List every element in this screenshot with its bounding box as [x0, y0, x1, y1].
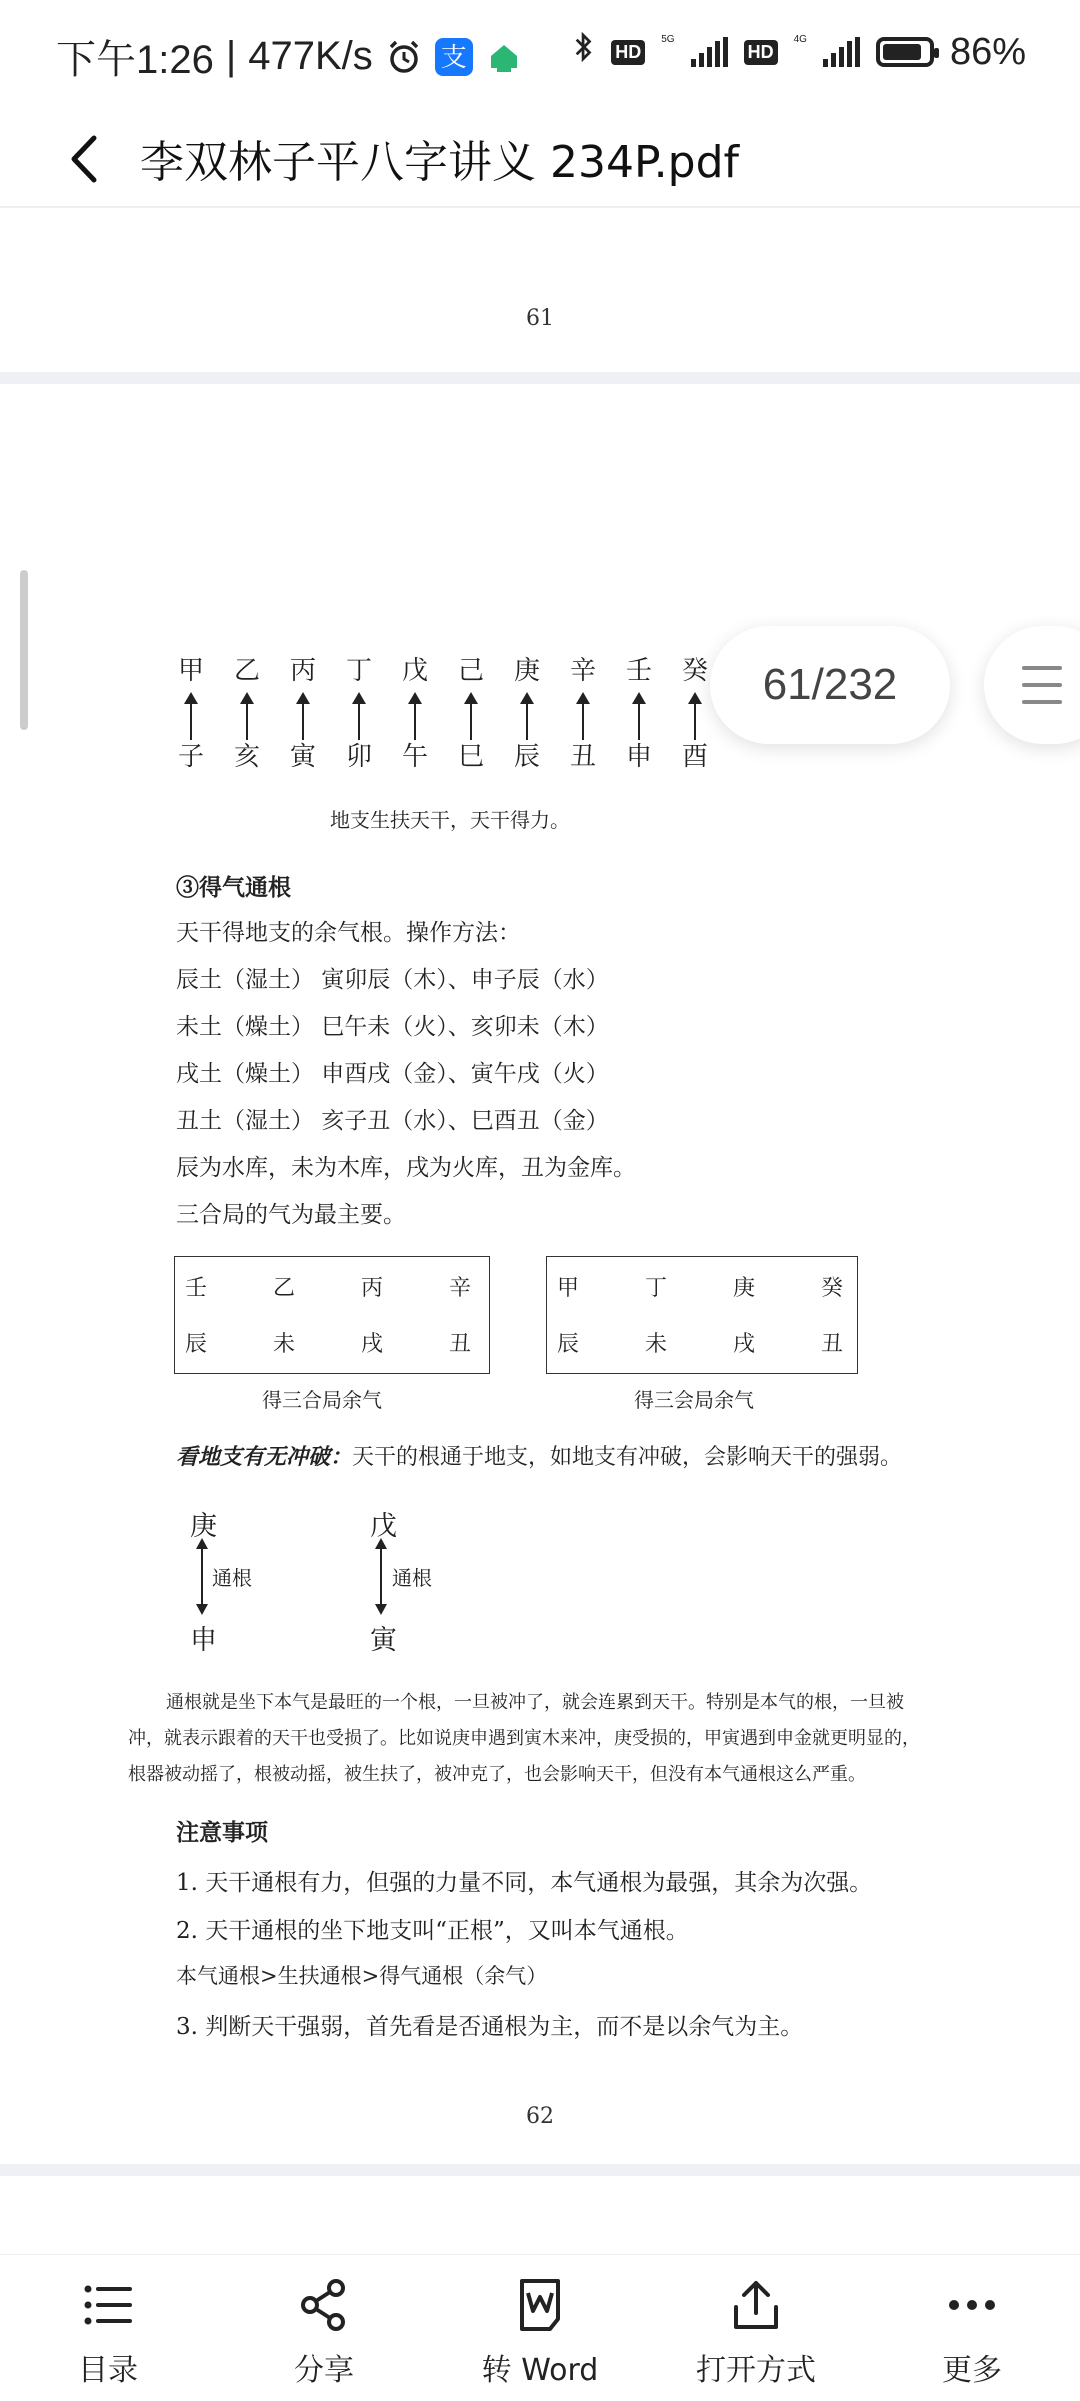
- toc-label: 目录: [78, 2353, 138, 2388]
- back-button[interactable]: [50, 124, 120, 194]
- arrow-up-icon: [568, 688, 598, 740]
- arrow-up-icon: [288, 688, 318, 740]
- box1-cell: 乙: [273, 1276, 296, 1301]
- clock: 下午1:26: [56, 38, 214, 82]
- alarm-icon: [385, 38, 423, 76]
- stem-char: 乙: [233, 656, 260, 686]
- battery-icon: [876, 37, 934, 67]
- box2-cell: 辰: [557, 1332, 580, 1357]
- caption-shengfu: 地支生扶天干，天干得力。: [330, 808, 570, 832]
- box2-cell: 甲: [557, 1276, 580, 1301]
- branch-char: 子: [177, 742, 204, 772]
- pillar-column: [176, 654, 206, 774]
- box2-cell: 丁: [645, 1276, 668, 1301]
- more-icon: [942, 2275, 1002, 2335]
- note-item: 1. 天干通根有力，但强的力量不同，本气通根为最强，其余为次强。: [176, 1870, 873, 1896]
- box2-cell: 癸: [821, 1276, 844, 1301]
- bottom-toolbar: [0, 2254, 1080, 2401]
- stem-char: 丙: [289, 656, 316, 686]
- share-button[interactable]: [216, 2255, 432, 2401]
- branch-char: 辰: [513, 742, 540, 772]
- branch-char: 卯: [345, 742, 372, 772]
- document-title: 李双林子平八字讲义 234P.pdf: [140, 137, 739, 188]
- arrow-down-icon: [196, 1604, 208, 1615]
- row-chen: 辰土（湿土） 寅卯辰（木）、申子辰（水）: [176, 967, 609, 993]
- diag1-bottom: 申: [190, 1625, 217, 1656]
- network-4g-label: 4G: [793, 34, 807, 45]
- stem-char: 戊: [401, 656, 428, 686]
- para-line: 通根就是坐下本气是最旺的一个根，一旦被冲了，就会连累到天干。特别是本气的根，一旦被: [166, 1692, 904, 1713]
- stem-char: 庚: [513, 656, 540, 686]
- menu-icon: [1022, 683, 1062, 687]
- arrow-up-icon: [512, 688, 542, 740]
- box1-cell: 辰: [185, 1332, 208, 1357]
- scrollbar-thumb[interactable]: [20, 570, 28, 730]
- row-chou: 丑土（湿土） 亥子丑（水）、巳酉丑（金）: [176, 1108, 609, 1134]
- branch-char: 亥: [233, 742, 260, 772]
- status-bar: [0, 0, 1080, 110]
- para-line: 根器被动摇了，根被动摇，被生扶了，被冲克了，也会影响天干，但没有本气通根这么严重。: [128, 1764, 866, 1785]
- open-with-button[interactable]: [648, 2255, 864, 2401]
- line-sanhe: 三合局的气为最主要。: [176, 1202, 406, 1228]
- stem-char: 壬: [625, 656, 652, 686]
- sanhe-caption: 得三合局余气: [262, 1388, 382, 1412]
- note-item: 本气通根>生扶通根>得气通根（余气）: [176, 1964, 548, 1988]
- arrow-up-icon: [400, 688, 430, 740]
- convert-word-button[interactable]: [432, 2255, 648, 2401]
- page-number: 61: [526, 306, 554, 331]
- sanhui-caption: 得三会局余气: [634, 1388, 754, 1412]
- notes-heading: 注意事项: [176, 1819, 268, 1846]
- more-button[interactable]: [864, 2255, 1080, 2401]
- menu-icon: [1022, 666, 1062, 670]
- box2-cell: 丑: [821, 1332, 844, 1357]
- box1-cell: 戌: [361, 1332, 384, 1357]
- stem-char: 甲: [177, 656, 204, 686]
- pillar-column: [456, 654, 486, 774]
- stem-char: 癸: [681, 656, 708, 686]
- line-method: 天干得地支的余气根。操作方法：: [176, 920, 521, 946]
- pillar-column: [512, 654, 542, 774]
- stem-char: 丁: [345, 656, 372, 686]
- more-label: 更多: [942, 2353, 1002, 2388]
- chevron-left-icon: [50, 124, 120, 194]
- branch-char: 巳: [457, 742, 484, 772]
- branch-char: 午: [401, 742, 428, 772]
- upload-icon: [726, 2275, 786, 2335]
- para-line: 冲，就表示跟着的天干也受损了。比如说庚申遇到寅木来冲，庚受损的，甲寅遇到申金就更明显的，: [128, 1728, 920, 1749]
- sanhui-box: [546, 1256, 858, 1374]
- stem-char: 辛: [569, 656, 596, 686]
- app-house-icon: [485, 38, 523, 76]
- branch-char: 申: [625, 742, 652, 772]
- open-with-label: 打开方式: [696, 2353, 816, 2388]
- status-left: [56, 28, 523, 85]
- signal-icon: [691, 37, 728, 67]
- pillar-column: [400, 654, 430, 774]
- pillar-column: [344, 654, 374, 774]
- battery-percent: 86%: [949, 30, 1026, 73]
- signal-icon-2: [823, 37, 860, 67]
- branch-char: 丑: [569, 742, 596, 772]
- share-icon: [294, 2275, 354, 2335]
- chong-text: 天干的根通于地支，如地支有冲破，会影响天干的强弱。: [352, 1445, 903, 1470]
- box2-cell: 戌: [733, 1332, 756, 1357]
- page-indicator[interactable]: 61/232: [710, 626, 950, 744]
- diag2-top: 戊: [370, 1511, 397, 1542]
- arrow-up-icon: [680, 688, 710, 740]
- pdf-viewer[interactable]: [0, 208, 1080, 2254]
- box1-cell: 未: [273, 1332, 296, 1357]
- arrow-up-icon: [232, 688, 262, 740]
- battery-fill: [883, 44, 921, 60]
- pillar-column: [288, 654, 318, 774]
- box1-cell: 丙: [361, 1276, 384, 1301]
- arrow-up-icon: [456, 688, 486, 740]
- connector: [380, 1544, 382, 1610]
- app-header: [0, 110, 1080, 208]
- network-5g-label: 5G: [661, 34, 675, 45]
- pdf-page-61: [0, 208, 1080, 372]
- diag1-label: 通根: [212, 1566, 252, 1590]
- sanhe-box: [174, 1256, 490, 1374]
- chong-line: [176, 1440, 902, 1471]
- toc-button[interactable]: [0, 2255, 216, 2401]
- row-wei: 未土（燥土） 巳午未（火）、亥卯未（木）: [176, 1014, 609, 1040]
- share-label: 分享: [294, 2353, 354, 2388]
- diag1-top: 庚: [190, 1511, 217, 1542]
- box1-cell: 壬: [185, 1276, 208, 1301]
- heading-deqi: ③得气通根: [176, 874, 291, 901]
- chong-bold: 看地支有无冲破：: [176, 1444, 353, 1470]
- branch-char: 酉: [681, 742, 708, 772]
- hd-badge-2: HD: [744, 40, 778, 65]
- list-icon: [78, 2275, 138, 2335]
- convert-word-label: 转 Word: [481, 2353, 599, 2388]
- arrow-up-icon: [344, 688, 374, 740]
- arrow-up-icon: [176, 688, 206, 740]
- pillar-column: [568, 654, 598, 774]
- box2-cell: 未: [645, 1332, 668, 1357]
- bluetooth-icon: [573, 30, 595, 74]
- row-xu: 戌土（燥土） 申酉戌（金）、寅午戌（火）: [176, 1061, 609, 1087]
- diag2-label: 通根: [392, 1566, 432, 1590]
- box2-cell: 庚: [733, 1276, 756, 1301]
- note-item: 2. 天干通根的坐下地支叫“正根”，又叫本气通根。: [176, 1918, 689, 1944]
- note-item: 3. 判断天干强弱，首先看是否通根为主，而不是以余气为主。: [176, 2014, 804, 2040]
- stem-branch-diagram: [176, 654, 710, 774]
- status-right: [573, 30, 1026, 74]
- menu-icon: [1022, 700, 1062, 704]
- hd-badge: HD: [611, 40, 645, 65]
- page-number: 62: [526, 2104, 554, 2129]
- diag2-bottom: 寅: [370, 1625, 397, 1656]
- connector: [201, 1544, 203, 1610]
- pillar-column: [680, 654, 710, 774]
- pillar-column: [624, 654, 654, 774]
- pillar-column: [232, 654, 262, 774]
- divider: |: [225, 34, 237, 78]
- arrow-down-icon: [375, 1604, 387, 1615]
- arrow-up-icon: [624, 688, 654, 740]
- pdf-page-63: [0, 2176, 1080, 2254]
- branch-char: 寅: [289, 742, 316, 772]
- alipay-icon: 支: [435, 38, 473, 76]
- stem-char: 己: [457, 656, 484, 686]
- box1-cell: 丑: [449, 1332, 472, 1357]
- word-icon: [510, 2275, 570, 2335]
- net-speed: 477K/s: [248, 34, 373, 78]
- line-ku: 辰为水库，未为木库，戌为火库，丑为金库。: [176, 1155, 636, 1181]
- box1-cell: 辛: [449, 1276, 472, 1301]
